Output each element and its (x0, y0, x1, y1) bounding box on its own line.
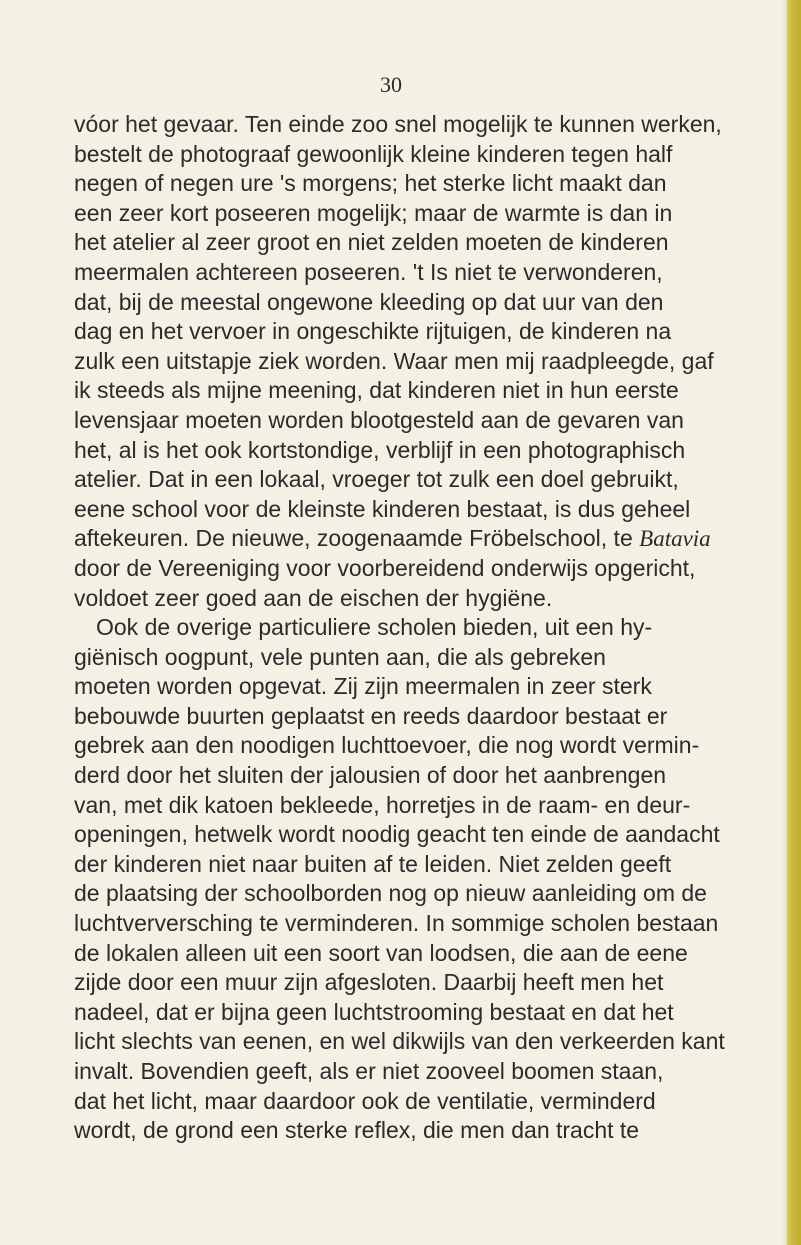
text-line: ik steeds als mijne meening, dat kinderen niet in hun eerste (74, 377, 679, 404)
text-line: het atelier al zeer groot en niet zelden moeten de kinderen (74, 229, 669, 256)
text-line: moeten worden opgevat. Zij zijn meermalen in zeer sterk (74, 673, 652, 700)
text-line: giënisch oogpunt, vele punten aan, die als gebreken (74, 643, 606, 670)
text-line-with-italic (74, 524, 750, 554)
text-line: een zeer kort poseeren mogelijk; maar de warmte is dan in (74, 199, 673, 226)
text-line: de lokalen alleen uit een soort van loodsen, die aan de eene (74, 939, 688, 966)
text-line: dag en het vervoer in ongeschikte rijtuigen, de kinderen na (74, 318, 672, 345)
text-line: gebrek aan den noodigen luchttoevoer, die nog wordt vermin- (74, 732, 700, 759)
text-line: dat het licht, maar daardoor ook de ventilatie, verminderd (74, 1087, 656, 1114)
text-line: wordt, de grond een sterke reflex, die men dan tracht te (74, 1117, 640, 1144)
text-line: het, al is het ook kortstondige, verblijf in een photographisch (74, 436, 686, 463)
text-line: de plaatsing der schoolborden nog op nieuw aanleiding om de (74, 880, 707, 907)
text-line: eene school voor de kleinste kinderen bestaat, is dus geheel (74, 495, 691, 522)
text-line: der kinderen niet naar buiten af te leiden. Niet zelden geeft (74, 850, 672, 877)
text-line: meermalen achtereen poseeren. 't Is niet te verwonderen, (74, 258, 663, 285)
text-line: vóor het gevaar. Ten einde zoo snel mogelijk te kunnen werken, (74, 111, 722, 137)
body-text (74, 110, 750, 1146)
text-line: luchtverversching te verminderen. In sommige scholen bestaan (74, 910, 719, 937)
text-line: invalt. Bovendien geeft, als er niet zooveel boomen staan, (74, 1058, 664, 1084)
text-line: door de Vereeniging voor voorbereidend onderwijs opgericht, (74, 554, 696, 581)
text-line: dat, bij de meestal ongewone kleeding op dat uur van den (74, 288, 664, 315)
italic-word: Batavia (639, 526, 711, 552)
text-line: negen of negen ure 's morgens; het sterke licht maakt dan (74, 170, 667, 197)
text-line: licht slechts van eenen, en wel dikwijls van den verkeerden kant (74, 1028, 725, 1055)
text-line: openingen, hetwelk wordt noodig geacht ten einde de aandacht (74, 821, 720, 848)
page-edge (787, 0, 801, 1245)
text-line: atelier. Dat in een lokaal, vroeger tot zulk een doel gebruikt, (74, 466, 679, 493)
text-line: zijde door een muur zijn afgesloten. Daarbij heeft men het (74, 969, 664, 996)
text-line: Ook de overige particuliere scholen bieden, uit een hy- (96, 614, 653, 641)
text-line: voldoet zeer goed aan de eischen der hygiëne. (74, 584, 553, 611)
text-line: bebouwde buurten geplaatst en reeds daardoor bestaat er (74, 702, 668, 729)
text-line: levensjaar moeten worden blootgesteld aan de gevaren van (74, 406, 684, 433)
text-line: van, met dik katoen bekleede, horretjes in de raam- en deur- (74, 791, 691, 818)
text-line: zulk een uitstapje ziek worden. Waar men mij raadpleegde, gaf (74, 347, 714, 374)
text-line: bestelt de photograaf gewoonlijk kleine kinderen tegen half (74, 140, 673, 167)
text-line: nadeel, dat er bijna geen luchtstrooming bestaat en dat het (74, 998, 674, 1025)
text-fragment: aftekeuren. De nieuwe, zoogenaamde Fröbelschool, te (74, 525, 633, 552)
page-number: 30 (380, 72, 402, 97)
text-line: derd door het sluiten der jalousien of door het aanbrengen (74, 762, 667, 789)
